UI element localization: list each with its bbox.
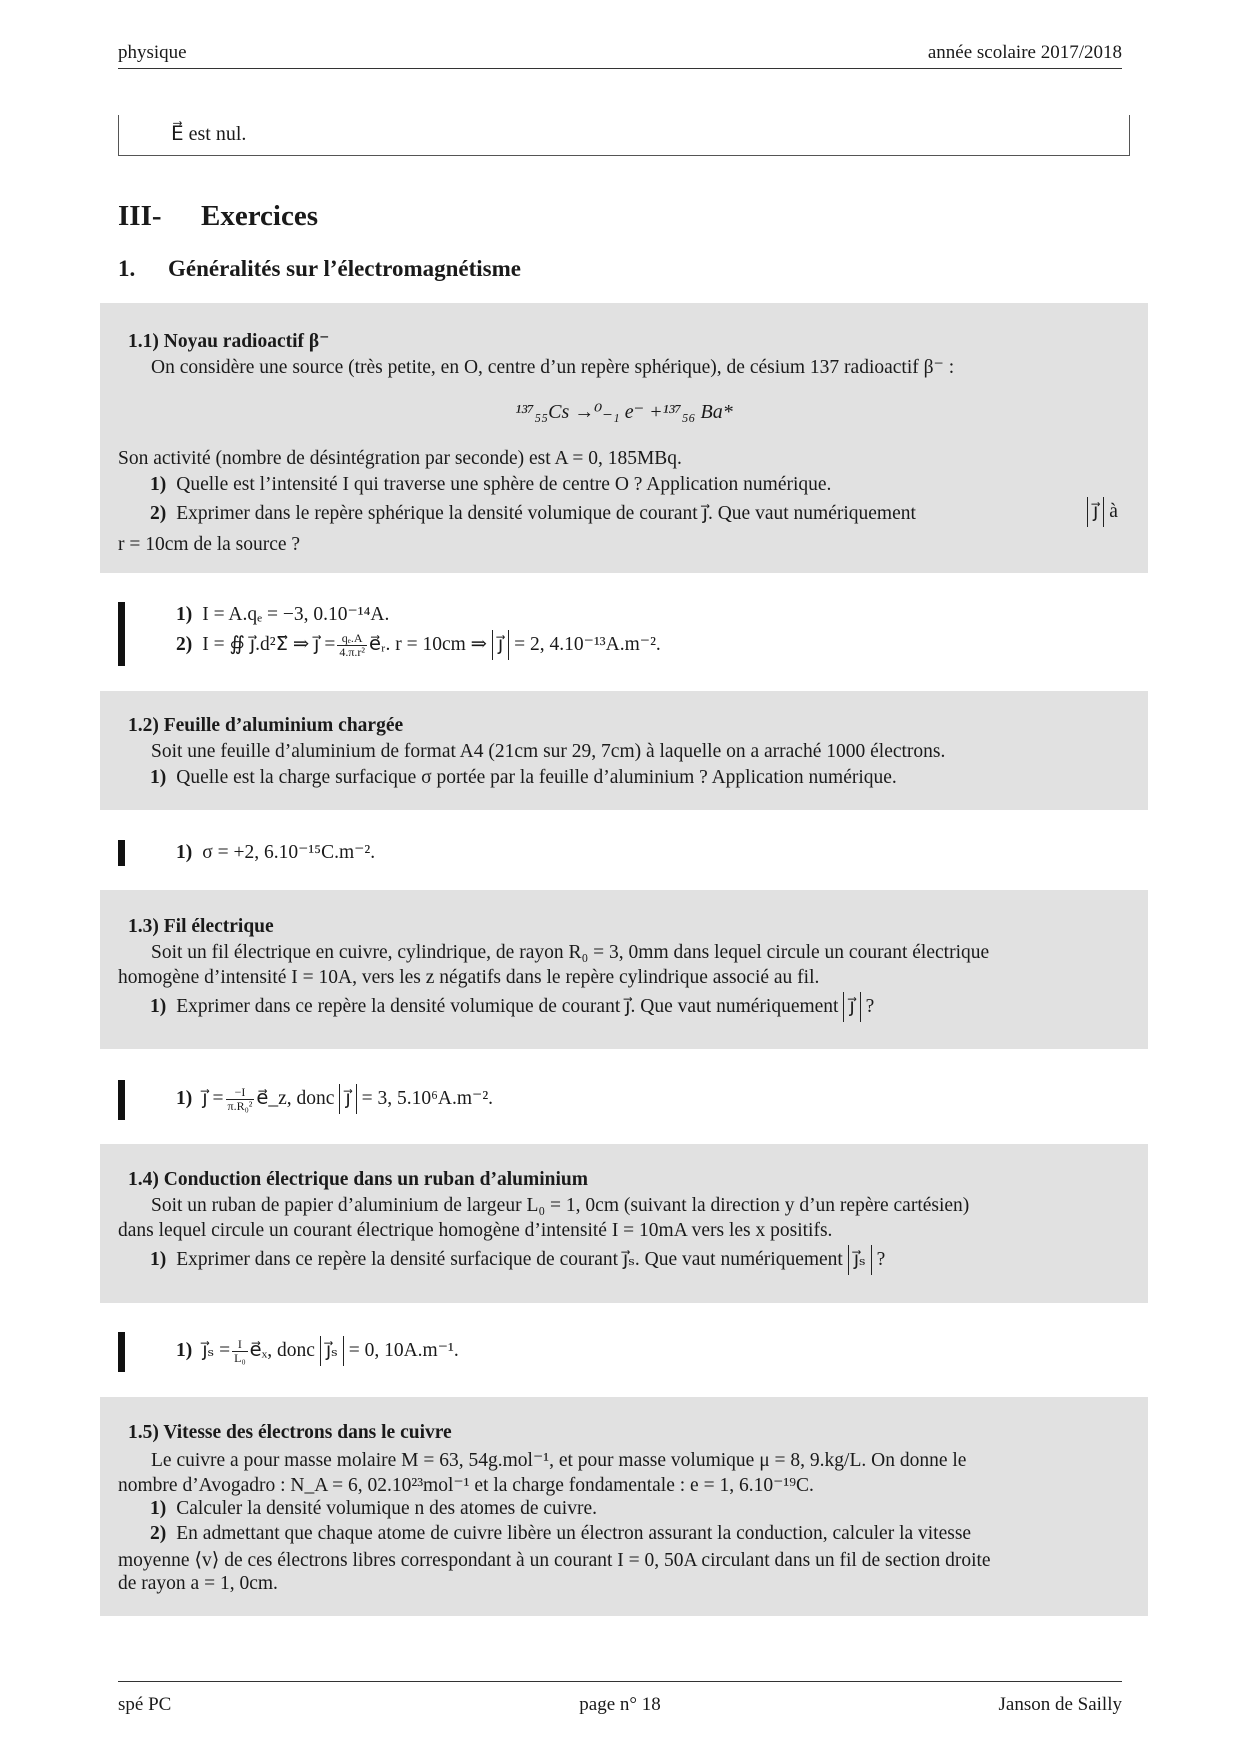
fraction-denominator: 4.π.r² xyxy=(339,645,365,660)
section-title: Exercices xyxy=(201,200,319,232)
answer-number: 1) xyxy=(176,842,193,863)
activity-statement: Son activité (nombre de désintégration par seconde) est A = 0, 185MBq. xyxy=(118,448,682,469)
answer-1-4 xyxy=(118,1332,1118,1372)
answer-text: j⃗ = xyxy=(202,1088,224,1109)
exercise-title: 1.2) Feuille d’aluminium chargée xyxy=(128,715,404,736)
answer-1 xyxy=(176,1336,459,1366)
answer-text: e⃗ᵣ. r = 10cm ⇒ xyxy=(369,634,487,655)
answer-text: σ = +2, 6.10⁻¹⁵C.m⁻². xyxy=(202,842,376,863)
exercise-intro: Soit une feuille d’aluminium de format A4 (21cm sur 29, 7cm) à laquelle on a arraché 1000 électrons. xyxy=(151,741,946,762)
question-1 xyxy=(150,1498,597,1520)
exercise-intro: Le cuivre a pour masse molaire M = 63, 54g.mol⁻¹, et pour masse volumique μ = 8, 9.kg/L. On donne le xyxy=(151,1450,967,1471)
exercise-intro: On considère une source (très petite, en O, centre d’un repère sphérique), de césium 137 radioactif β⁻ : xyxy=(151,357,955,378)
footer-class: spé PC xyxy=(118,1694,172,1715)
subsection-heading xyxy=(118,256,521,282)
fraction-numerator: −I xyxy=(226,1086,255,1100)
question-1 xyxy=(150,474,831,496)
question-text: Calculer la densité volumique n des atomes de cuivre. xyxy=(176,1498,597,1519)
abs-value: j⃗ₛ xyxy=(848,1245,872,1275)
answer-margin-bar xyxy=(118,840,125,866)
question-number: 1) xyxy=(150,1249,167,1270)
question-text: Exprimer dans le repère sphérique la densité volumique de courant j⃗. Que vaut numériquement xyxy=(176,503,916,524)
abs-value: j⃗ xyxy=(843,992,860,1022)
answer-text: e⃗_z, donc xyxy=(256,1088,335,1109)
answer-margin-bar xyxy=(118,1080,125,1120)
exercise-1-4 xyxy=(100,1144,1148,1303)
answer-number: 1) xyxy=(176,1340,193,1361)
abs-value: j⃗ xyxy=(492,630,509,660)
header-year: année scolaire 2017/2018 xyxy=(927,42,1122,63)
subsection-title: Généralités sur l’électromagnétisme xyxy=(168,256,521,281)
exercise-1-3 xyxy=(100,890,1148,1049)
answer-text: I = A.qₑ = −3, 0.10⁻¹⁴A. xyxy=(202,604,390,625)
question-1 xyxy=(150,767,897,789)
question-text: Exprimer dans ce repère la densité surfacique de courant j⃗ₛ. Que vaut numériquement xyxy=(176,1249,843,1270)
question-number: 1) xyxy=(150,474,167,495)
answer-1-1 xyxy=(118,598,1118,670)
exercise-title: 1.1) Noyau radioactif β⁻ xyxy=(128,331,330,352)
answer-text: j⃗ₛ = xyxy=(202,1340,231,1361)
exercise-1-1 xyxy=(100,303,1148,573)
answer-1-2 xyxy=(118,838,1118,868)
fraction-denominator: L₀ xyxy=(234,1351,246,1366)
abs-value: j⃗ xyxy=(1087,497,1104,527)
question-number: 1) xyxy=(150,767,167,788)
exercise-title: 1.5) Vitesse des électrons dans le cuivre xyxy=(128,1422,452,1443)
question-text: Exprimer dans ce repère la densité volumique de courant j⃗. Que vaut numériquement xyxy=(176,996,839,1017)
fraction-numerator: qₑ.A xyxy=(337,632,367,646)
question-text: En admettant que chaque atome de cuivre libère un électron assurant la conduction, calculer la vitesse xyxy=(176,1523,972,1544)
answer-text: e⃗ₓ, donc xyxy=(249,1340,315,1361)
question-number: 1) xyxy=(150,996,167,1017)
section-number: III- xyxy=(118,200,162,232)
fraction xyxy=(232,1338,248,1365)
question-number: 2) xyxy=(150,503,167,524)
answer-margin-bar xyxy=(118,602,125,666)
question-text-end: ? xyxy=(876,1249,886,1270)
footer-school: Janson de Sailly xyxy=(998,1694,1122,1715)
answer-1-3 xyxy=(118,1080,1118,1120)
fraction xyxy=(337,632,367,659)
exercise-intro: Soit un ruban de papier d’aluminium de largeur L₀ = 1, 0cm (suivant la direction y d’un repère cartésien) xyxy=(151,1195,970,1216)
answer-text: = 0, 10A.m⁻¹. xyxy=(348,1340,459,1361)
exercise-1-5 xyxy=(100,1397,1148,1616)
decay-equation: ¹³⁷₅₅Cs →⁰₋₁ e⁻ +¹³⁷₅₆ Ba* xyxy=(515,401,733,423)
answer-text: = 3, 5.10⁶A.m⁻². xyxy=(361,1088,494,1109)
exercise-intro: Soit un fil électrique en cuivre, cylindrique, de rayon R₀ = 3, 0mm dans lequel circule un courant électrique xyxy=(151,942,990,963)
answer-margin-bar xyxy=(118,1332,125,1372)
fraction-numerator: I xyxy=(232,1338,248,1352)
question-text: Quelle est l’intensité I qui traverse une sphère de centre O ? Application numérique. xyxy=(176,474,832,495)
subsection-number: 1. xyxy=(118,256,136,281)
exercise-intro-continued: nombre d’Avogadro : N_A = 6, 02.10²³mol⁻¹ et la charge fondamentale : e = 1, 6.10⁻¹⁹C. xyxy=(118,1475,814,1496)
box-text: E⃗ est nul. xyxy=(171,123,247,145)
exercise-title: 1.3) Fil électrique xyxy=(128,916,274,937)
answer-text: I = ∯ j⃗.d²Σ⃗ ⇒ j⃗ = xyxy=(202,634,336,655)
exercise-title: 1.4) Conduction électrique dans un ruban d’aluminium xyxy=(128,1169,588,1190)
section-heading-exercices xyxy=(118,200,318,233)
question-1 xyxy=(150,992,874,1022)
footer-page-number: page n° 18 xyxy=(579,1694,661,1715)
question-2-continued: r = 10cm de la source ? xyxy=(118,534,301,555)
question-2-continued: de rayon a = 1, 0cm. xyxy=(118,1573,278,1594)
previous-box-end xyxy=(118,115,1130,156)
question-text: Quelle est la charge surfacique σ portée par la feuille d’aluminium ? Application numérique. xyxy=(176,767,897,788)
abs-value: j⃗ₛ xyxy=(320,1336,344,1366)
question-text-end: à xyxy=(1109,501,1118,522)
answer-1 xyxy=(176,1084,493,1114)
fraction xyxy=(226,1086,255,1113)
header-subject: physique xyxy=(118,42,187,63)
question-number: 2) xyxy=(150,1523,167,1544)
question-number: 1) xyxy=(150,1498,167,1519)
exercise-1-2 xyxy=(100,691,1148,810)
abs-value: j⃗ xyxy=(339,1084,356,1114)
page-header xyxy=(118,40,1122,69)
answer-text: = 2, 4.10⁻¹³A.m⁻². xyxy=(514,634,661,655)
exercise-intro-continued: homogène d’intensité I = 10A, vers les z négatifs dans le repère cylindrique associé au fil. xyxy=(118,967,820,988)
question-text-end: ? xyxy=(865,996,875,1017)
question-1 xyxy=(150,1245,885,1275)
question-2 xyxy=(150,501,916,525)
answer-number: 1) xyxy=(176,604,193,625)
answer-number: 1) xyxy=(176,1088,193,1109)
page-footer xyxy=(118,1681,1122,1722)
exercise-intro-continued: dans lequel circule un courant électrique homogène d’intensité I = 10mA vers les x positifs. xyxy=(118,1220,833,1241)
answer-1 xyxy=(176,840,375,864)
answer-number: 2) xyxy=(176,634,193,655)
answer-1 xyxy=(176,602,389,626)
question-2-continued: moyenne ⟨v⟩ de ces électrons libres correspondant à un courant I = 0, 50A circulant dans un fil de section droite xyxy=(118,1550,991,1571)
norm-j xyxy=(1087,497,1118,527)
question-2 xyxy=(150,1523,971,1545)
answer-2 xyxy=(176,630,661,660)
fraction-denominator: π.R₀² xyxy=(227,1099,253,1114)
